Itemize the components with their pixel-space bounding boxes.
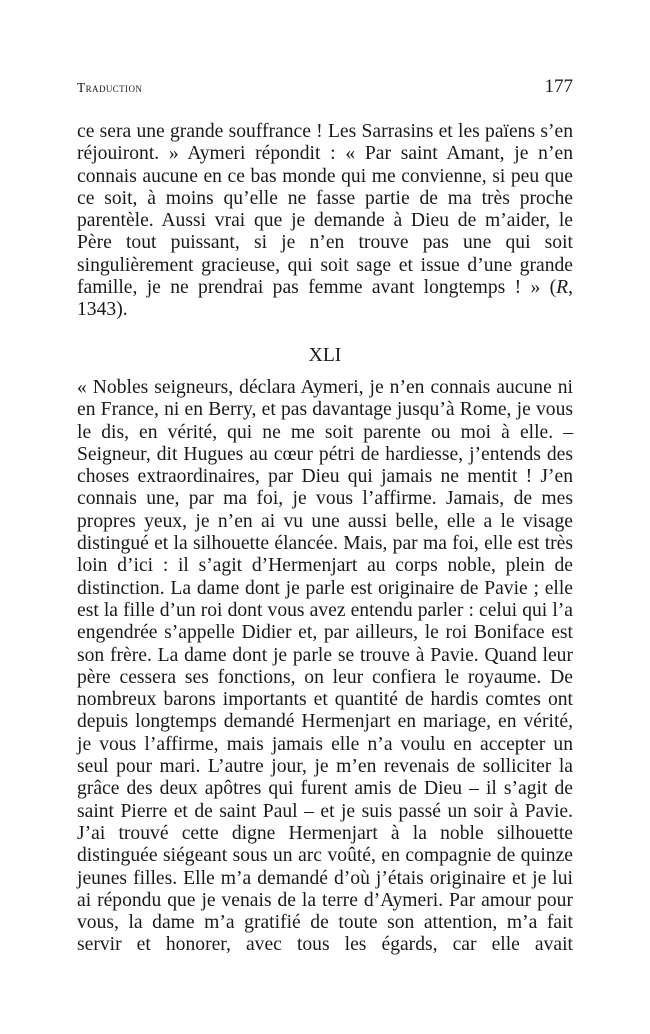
running-head [77, 76, 573, 98]
page-number: 177 [544, 76, 573, 97]
body-text [77, 121, 573, 957]
paragraph-text: ce sera une grande souffrance ! Les Sarrasins et les païens s’en réjouiront. » Aymeri répondit : « Par saint Amant, je n’en connais aucune en ce bas monde qui me convienne, si peu que ce soit, à moins qu’elle ne fasse partie de ma très proche parentèle. Aussi vrai que je demande à Dieu de m’aider, le Père tout puissant, si je n’en trouve pas une qui soit singulièrement gracieuse, qui soit sage et issue d’une grande famille, je ne prendrai pas femme avant longtemps ! » ( [77, 121, 573, 299]
section-number: XLI [308, 344, 342, 366]
reference-letter: R [556, 277, 569, 299]
paragraph-laisse: « Nobles seigneurs, déclara Aymeri, je n’en connais aucune ni en France, ni en Berry, et pas davantage jusqu’à Rome, je vous le dis, en vérité, qui ne me soit parente ou moi à elle. – Seigneur, dit Hugues au cœur pétri de hardiesse, j’entends des choses extraordinaires, par Dieu qui jamais ne mentit ! J’en connais une, par ma foi, je vous l’affirme. Jamais, de mes propres yeux, je n’en ai vu une aussi belle, elle a le visage distingué et la silhouette élancée. Mais, par ma foi, elle est très loin d’ici : il s’agit d’Hermenjart au corps noble, plein de distinction. La dame dont je parle est originaire de Pavie ; elle est la fille d’un roi dont vous avez entendu parler : celui qui l’a engendrée s’appelle Didier et, par ailleurs, le roi Boniface est son frère. La dame dont je parle se trouve à Pavie. Quand leur père cessera ses fonctions, on leur confiera le royaume. De nombreux barons importants et quantité de hardis comtes ont depuis longtemps demandé Hermenjart en mariage, en vérité, je vous l’affirme, mais jamais elle n’a voulu en accepter un seul pour mari. L’autre jour, je m’en revenais de solliciter la grâce des deux apôtres qui furent amis de Dieu – il s’agit de saint Pierre et de saint Paul – et je suis passé un soir à Pavie. J’ai trouvé cette digne Hermenjart à la noble silhouette distinguée siégeant sous un arc voûté, en compagnie de quinze jeunes filles. Elle m’a demandé d’où j’étais originaire et je lui ai répondu que je venais de la terre d’Aymeri. Par amour pour vous, la dame m’a gratifié de toute son attention, m’a fait servir et honorer, avec tous les égards, car elle avait [77, 376, 573, 956]
reference-rest: , 1343). [77, 277, 573, 321]
running-title: Traduction [77, 80, 143, 95]
paragraph-continued [77, 121, 573, 322]
